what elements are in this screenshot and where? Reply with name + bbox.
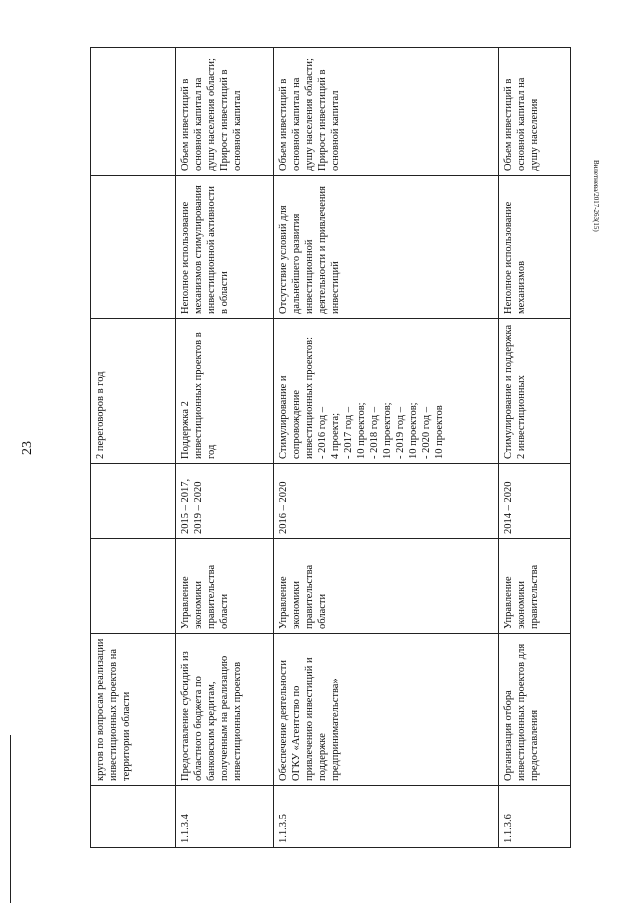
cell-executor: Управление экономики правительства области	[274, 539, 499, 634]
cell-indicator: Объем инвестиций в основной капитал на душу населения области; Прирост инвестиций в основной капитал	[274, 48, 499, 176]
cell-risk	[91, 176, 176, 319]
cell-result: Стимулирование и сопровождение инвестиционных проектов: - 2016 год – 4 проекта; - 2017 год – 10 проектов; - 2018 год – 10 проектов; - 2019 год – 10 проектов; - 2020 год – 10 проектов	[274, 319, 499, 464]
page-number: 23	[20, 441, 35, 455]
document-code: Вилетнева/2017-263(15)	[592, 160, 600, 232]
table-row	[499, 48, 571, 848]
activities-table	[90, 47, 571, 848]
cell-activity: кругов по вопросам реализации инвестиционных проектов на территории области	[91, 634, 176, 786]
cell-num: 1.1.3.6	[499, 786, 571, 848]
cell-risk: Неполное использование механизмов стимулирования инвестиционной активности в области	[176, 176, 274, 319]
cell-period: 2016 – 2020	[274, 464, 499, 539]
left-margin-line	[10, 735, 11, 903]
cell-num	[91, 786, 176, 848]
cell-num: 1.1.3.5	[274, 786, 499, 848]
cell-period	[91, 464, 176, 539]
cell-risk: Неполное использование механизмов	[499, 176, 571, 319]
table-row	[274, 48, 499, 848]
cell-executor	[91, 539, 176, 634]
table-row	[91, 48, 176, 848]
cell-result: Стимулирование и поддержка 2 инвестиционных	[499, 319, 571, 464]
cell-indicator: Объем инвестиций в основной капитал на душу населения	[499, 48, 571, 176]
cell-activity: Обеспечение деятельности ОГКУ «Агентство по привлечению инвестиций и поддержке предпринимательства»	[274, 634, 499, 786]
cell-result: 2 переговоров в год	[91, 319, 176, 464]
rotated-table-wrapper	[90, 48, 570, 848]
cell-indicator	[91, 48, 176, 176]
cell-executor: Управление экономики правительства области	[176, 539, 274, 634]
cell-risk: Отсутствие условий для дальнейшего развития инвестиционной деятельности и привлечения инвестиций	[274, 176, 499, 319]
cell-activity: Предоставление субсидий из областного бюджета по банковским кредитам, полученным на реализацию инвестиционных проектов	[176, 634, 274, 786]
cell-period: 2014 – 2020	[499, 464, 571, 539]
table-row	[176, 48, 274, 848]
cell-period: 2015 – 2017, 2019 – 2020	[176, 464, 274, 539]
cell-indicator: Объем инвестиций в основной капитал на душу населения области; Прирост инвестиций в основной капитал	[176, 48, 274, 176]
cell-executor: Управление экономики правительства	[499, 539, 571, 634]
cell-result: Поддержка 2 инвестиционных проектов в год	[176, 319, 274, 464]
cell-activity: Организация отбора инвестиционных проектов для предоставления	[499, 634, 571, 786]
cell-num: 1.1.3.4	[176, 786, 274, 848]
